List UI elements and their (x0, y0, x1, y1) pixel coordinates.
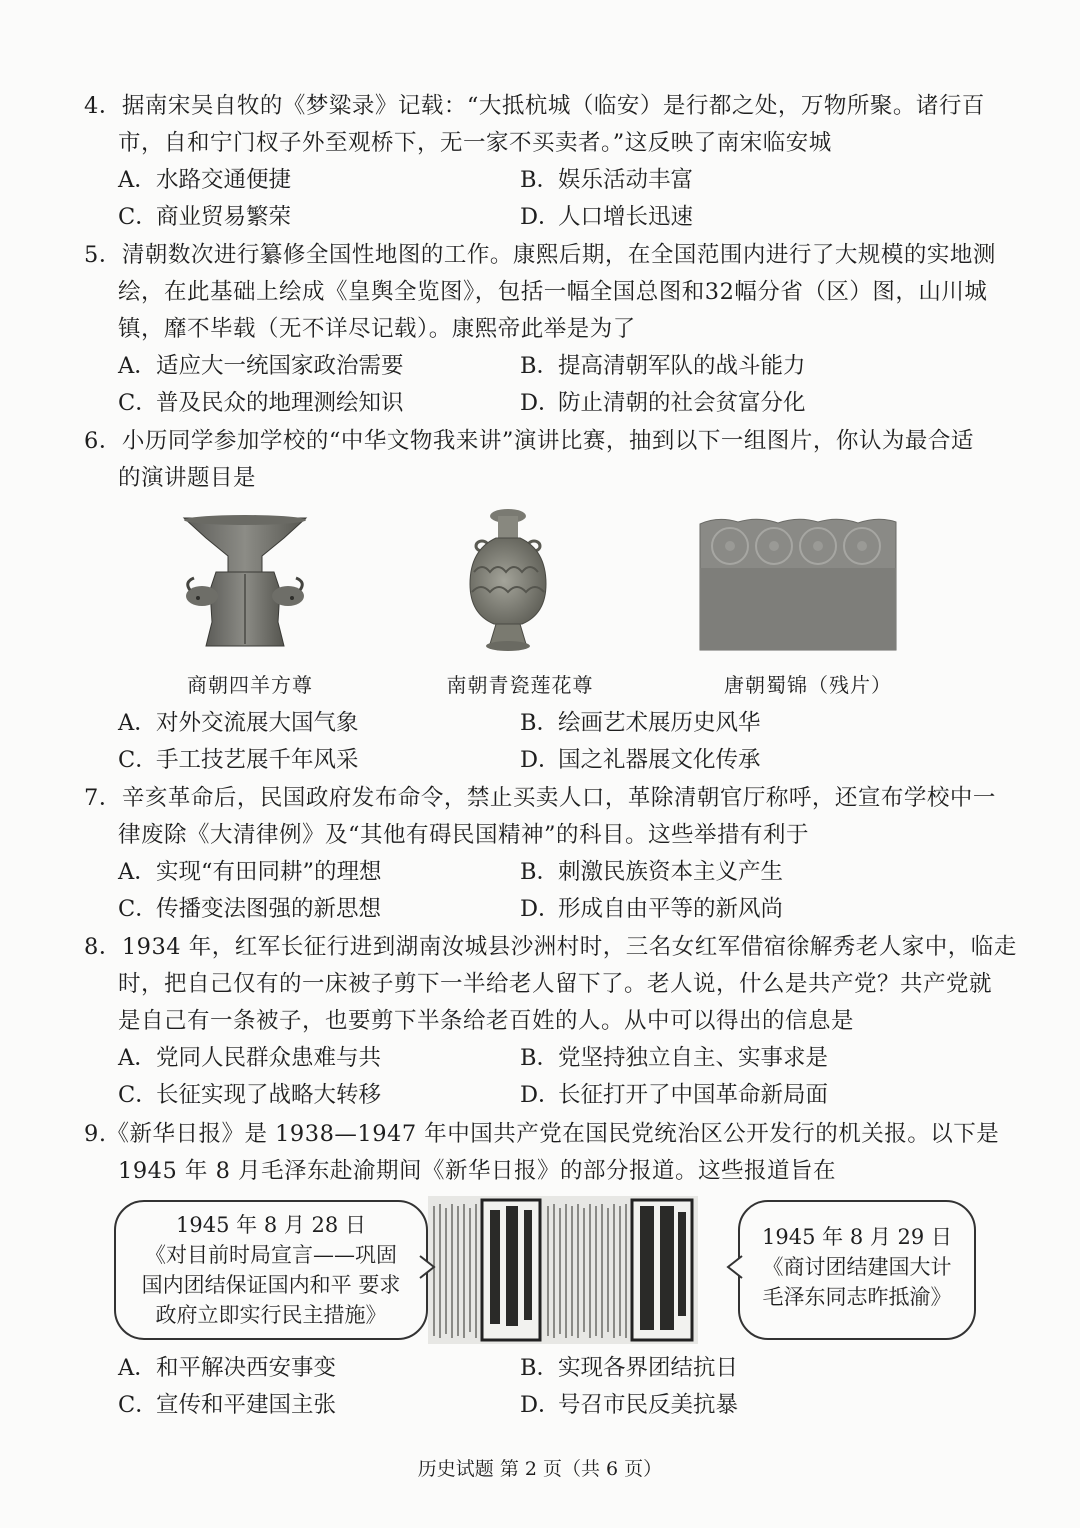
q5-stem-line2: 绘，在此基础上绘成《皇舆全览图》，包括一幅全国总图和32幅分省（区）图，山川城 (118, 279, 988, 305)
option-letter: C． (118, 1082, 158, 1108)
option-text: 商业贸易繁荣 (156, 204, 292, 230)
option-text: 形成自由平等的新风尚 (558, 896, 784, 922)
option-letter: B． (520, 167, 560, 193)
option-text: 刺激民族资本主义产生 (558, 859, 784, 885)
q4-option-a (118, 162, 291, 198)
bubble-right-line3: 毛泽东同志昨抵渝》 (762, 1285, 952, 1309)
q7-option-c (118, 891, 381, 927)
q6-image1-caption: 商朝四羊方尊 (187, 673, 313, 697)
q6-option-b (520, 705, 761, 741)
option-text: 对外交流展大国气象 (156, 710, 359, 736)
q8-stem-line2: 时，把自己仅有的一床被子剪下一半给老人留下了。老人说，什么是共产党？共产党就 (118, 971, 993, 997)
q4-option-b (520, 162, 693, 198)
four-ram-zun-image (180, 512, 310, 652)
bubble-left-pointer (420, 1254, 436, 1280)
q9-option-b (520, 1350, 738, 1386)
q6-image3-caption: 唐朝蜀锦（残片） (724, 673, 892, 697)
option-letter: C． (118, 390, 158, 416)
q7-option-b (520, 854, 783, 890)
q8-option-b (520, 1040, 828, 1076)
option-text: 宣传和平建国主张 (156, 1392, 337, 1418)
q5-option-c (118, 385, 404, 421)
q9-bubble-right (738, 1200, 976, 1340)
q5-stem-line1: 5．清朝数次进行纂修全国性地图的工作。康熙后期，在全国范围内进行了大规模的实地测 (84, 242, 996, 268)
q6-stem-line1: 6．小历同学参加学校的“中华文物我来讲”演讲比赛，抽到以下一组图片，你认为最合适 (84, 428, 974, 454)
celadon-lotus-zun-image (458, 506, 558, 656)
q8-option-d (520, 1077, 828, 1113)
option-letter: B． (520, 353, 560, 379)
option-text: 和平解决西安事变 (156, 1355, 337, 1381)
option-text: 水路交通便捷 (156, 167, 292, 193)
q9-stem-line1: 9.《新华日报》是 1938—1947 年中国共产党在国民党统治区公开发行的机关报。以下是 (84, 1121, 1000, 1147)
bubble-right-pointer (726, 1254, 742, 1280)
q8-option-a (118, 1040, 381, 1076)
option-text: 长征打开了中国革命新局面 (558, 1082, 829, 1108)
q7-stem-line1: 7．辛亥革命后，民国政府发布命令，禁止买卖人口，革除清朝官厅称呼，还宣布学校中一 (84, 785, 996, 811)
q8-stem-line1: 8．1934 年，红军长征行进到湖南汝城县沙洲村时，三名女红军借宿徐解秀老人家中，临走 (84, 934, 1017, 960)
option-text: 号召市民反美抗暴 (558, 1392, 739, 1418)
option-letter: D． (520, 204, 561, 230)
option-text: 长征实现了战略大转移 (156, 1082, 382, 1108)
q9-stem-line2: 1945 年 8 月毛泽东赴渝期间《新华日报》的部分报道。这些报道旨在 (118, 1158, 837, 1184)
option-text: 普及民众的地理测绘知识 (156, 390, 404, 416)
q6-option-c (118, 742, 359, 778)
option-text: 实现“有田同耕”的理想 (156, 859, 382, 885)
option-text: 娱乐活动丰富 (558, 167, 694, 193)
newspaper-clippings-image (428, 1196, 698, 1344)
q8-option-c (118, 1077, 381, 1113)
option-letter: B． (520, 1355, 560, 1381)
q5-option-d (520, 385, 806, 421)
q9-option-c (118, 1387, 336, 1423)
option-text: 实现各界团结抗日 (558, 1355, 739, 1381)
option-letter: D． (520, 896, 561, 922)
option-text: 传播变法图强的新思想 (156, 896, 382, 922)
q7-stem-line2: 律废除《大清律例》及“其他有碍民国精神”的科目。这些举措有利于 (118, 822, 810, 848)
q6-stem-line2: 的演讲题目是 (118, 465, 257, 491)
q4-option-c (118, 199, 291, 235)
option-text: 人口增长迅速 (558, 204, 694, 230)
q5-option-a (118, 348, 404, 384)
option-text: 绘画艺术展历史风华 (558, 710, 761, 736)
option-text: 党坚持独立自主、实事求是 (558, 1045, 829, 1071)
option-text: 国之礼器展文化传承 (558, 747, 761, 773)
option-letter: B． (520, 1045, 560, 1071)
q4-option-d (520, 199, 693, 235)
option-text: 防止清朝的社会贫富分化 (558, 390, 806, 416)
q6-option-d (520, 742, 761, 778)
q7-option-d (520, 891, 783, 927)
shu-brocade-image (698, 516, 898, 652)
bubble-left-line3: 国内团结保证国内和平 要求 (141, 1273, 401, 1297)
option-letter: B． (520, 710, 560, 736)
bubble-left-line4: 政府立即实行民主措施》 (155, 1303, 387, 1327)
option-letter: A． (118, 1045, 157, 1071)
option-letter: A． (118, 1355, 157, 1381)
q8-stem-line3: 是自己有一条被子，也要剪下半条给老百姓的人。从中可以得出的信息是 (118, 1008, 855, 1034)
option-letter: C． (118, 747, 158, 773)
q5-option-b (520, 348, 806, 384)
bubble-left-date: 1945 年 8 月 28 日 (176, 1213, 366, 1237)
q6-image2-caption: 南朝青瓷莲花尊 (446, 673, 594, 697)
option-letter: A． (118, 859, 157, 885)
option-letter: C． (118, 204, 158, 230)
option-text: 提高清朝军队的战斗能力 (558, 353, 806, 379)
q6-option-a (118, 705, 359, 741)
bubble-right-line2: 《商讨团结建国大计 (762, 1255, 952, 1279)
option-letter: B． (520, 859, 560, 885)
option-letter: A． (118, 710, 157, 736)
q9-option-d (520, 1387, 738, 1423)
option-letter: A． (118, 353, 157, 379)
option-letter: D． (520, 1082, 561, 1108)
option-letter: C． (118, 1392, 158, 1418)
q4-stem-line1: 4．据南宋吴自牧的《梦粱录》记载：“大抵杭城（临安）是行都之处，万物所聚。诸行百 (84, 93, 985, 119)
q7-option-a (118, 854, 382, 890)
option-text: 适应大一统国家政治需要 (156, 353, 404, 379)
q5-stem-line3: 镇，靡不毕载（无不详尽记载）。康熙帝此举是为了 (118, 316, 636, 342)
option-text: 手工技艺展千年风采 (156, 747, 359, 773)
bubble-right-date: 1945 年 8 月 29 日 (762, 1225, 952, 1249)
option-letter: C． (118, 896, 158, 922)
bubble-left-line2: 《对目前时局宣言——巩固 (145, 1243, 397, 1267)
q9-option-a (118, 1350, 336, 1386)
page-footer: 历史试题 第 2 页（共 6 页） (417, 1458, 663, 1480)
q4-stem-line2: 市，自和宁门杈子外至观桥下，无一家不买卖者。”这反映了南宋临安城 (118, 130, 832, 156)
option-letter: A． (118, 167, 157, 193)
q9-bubble-left (114, 1200, 428, 1340)
option-letter: D． (520, 390, 561, 416)
option-letter: D． (520, 747, 561, 773)
option-letter: D． (520, 1392, 561, 1418)
option-text: 党同人民群众患难与共 (156, 1045, 382, 1071)
